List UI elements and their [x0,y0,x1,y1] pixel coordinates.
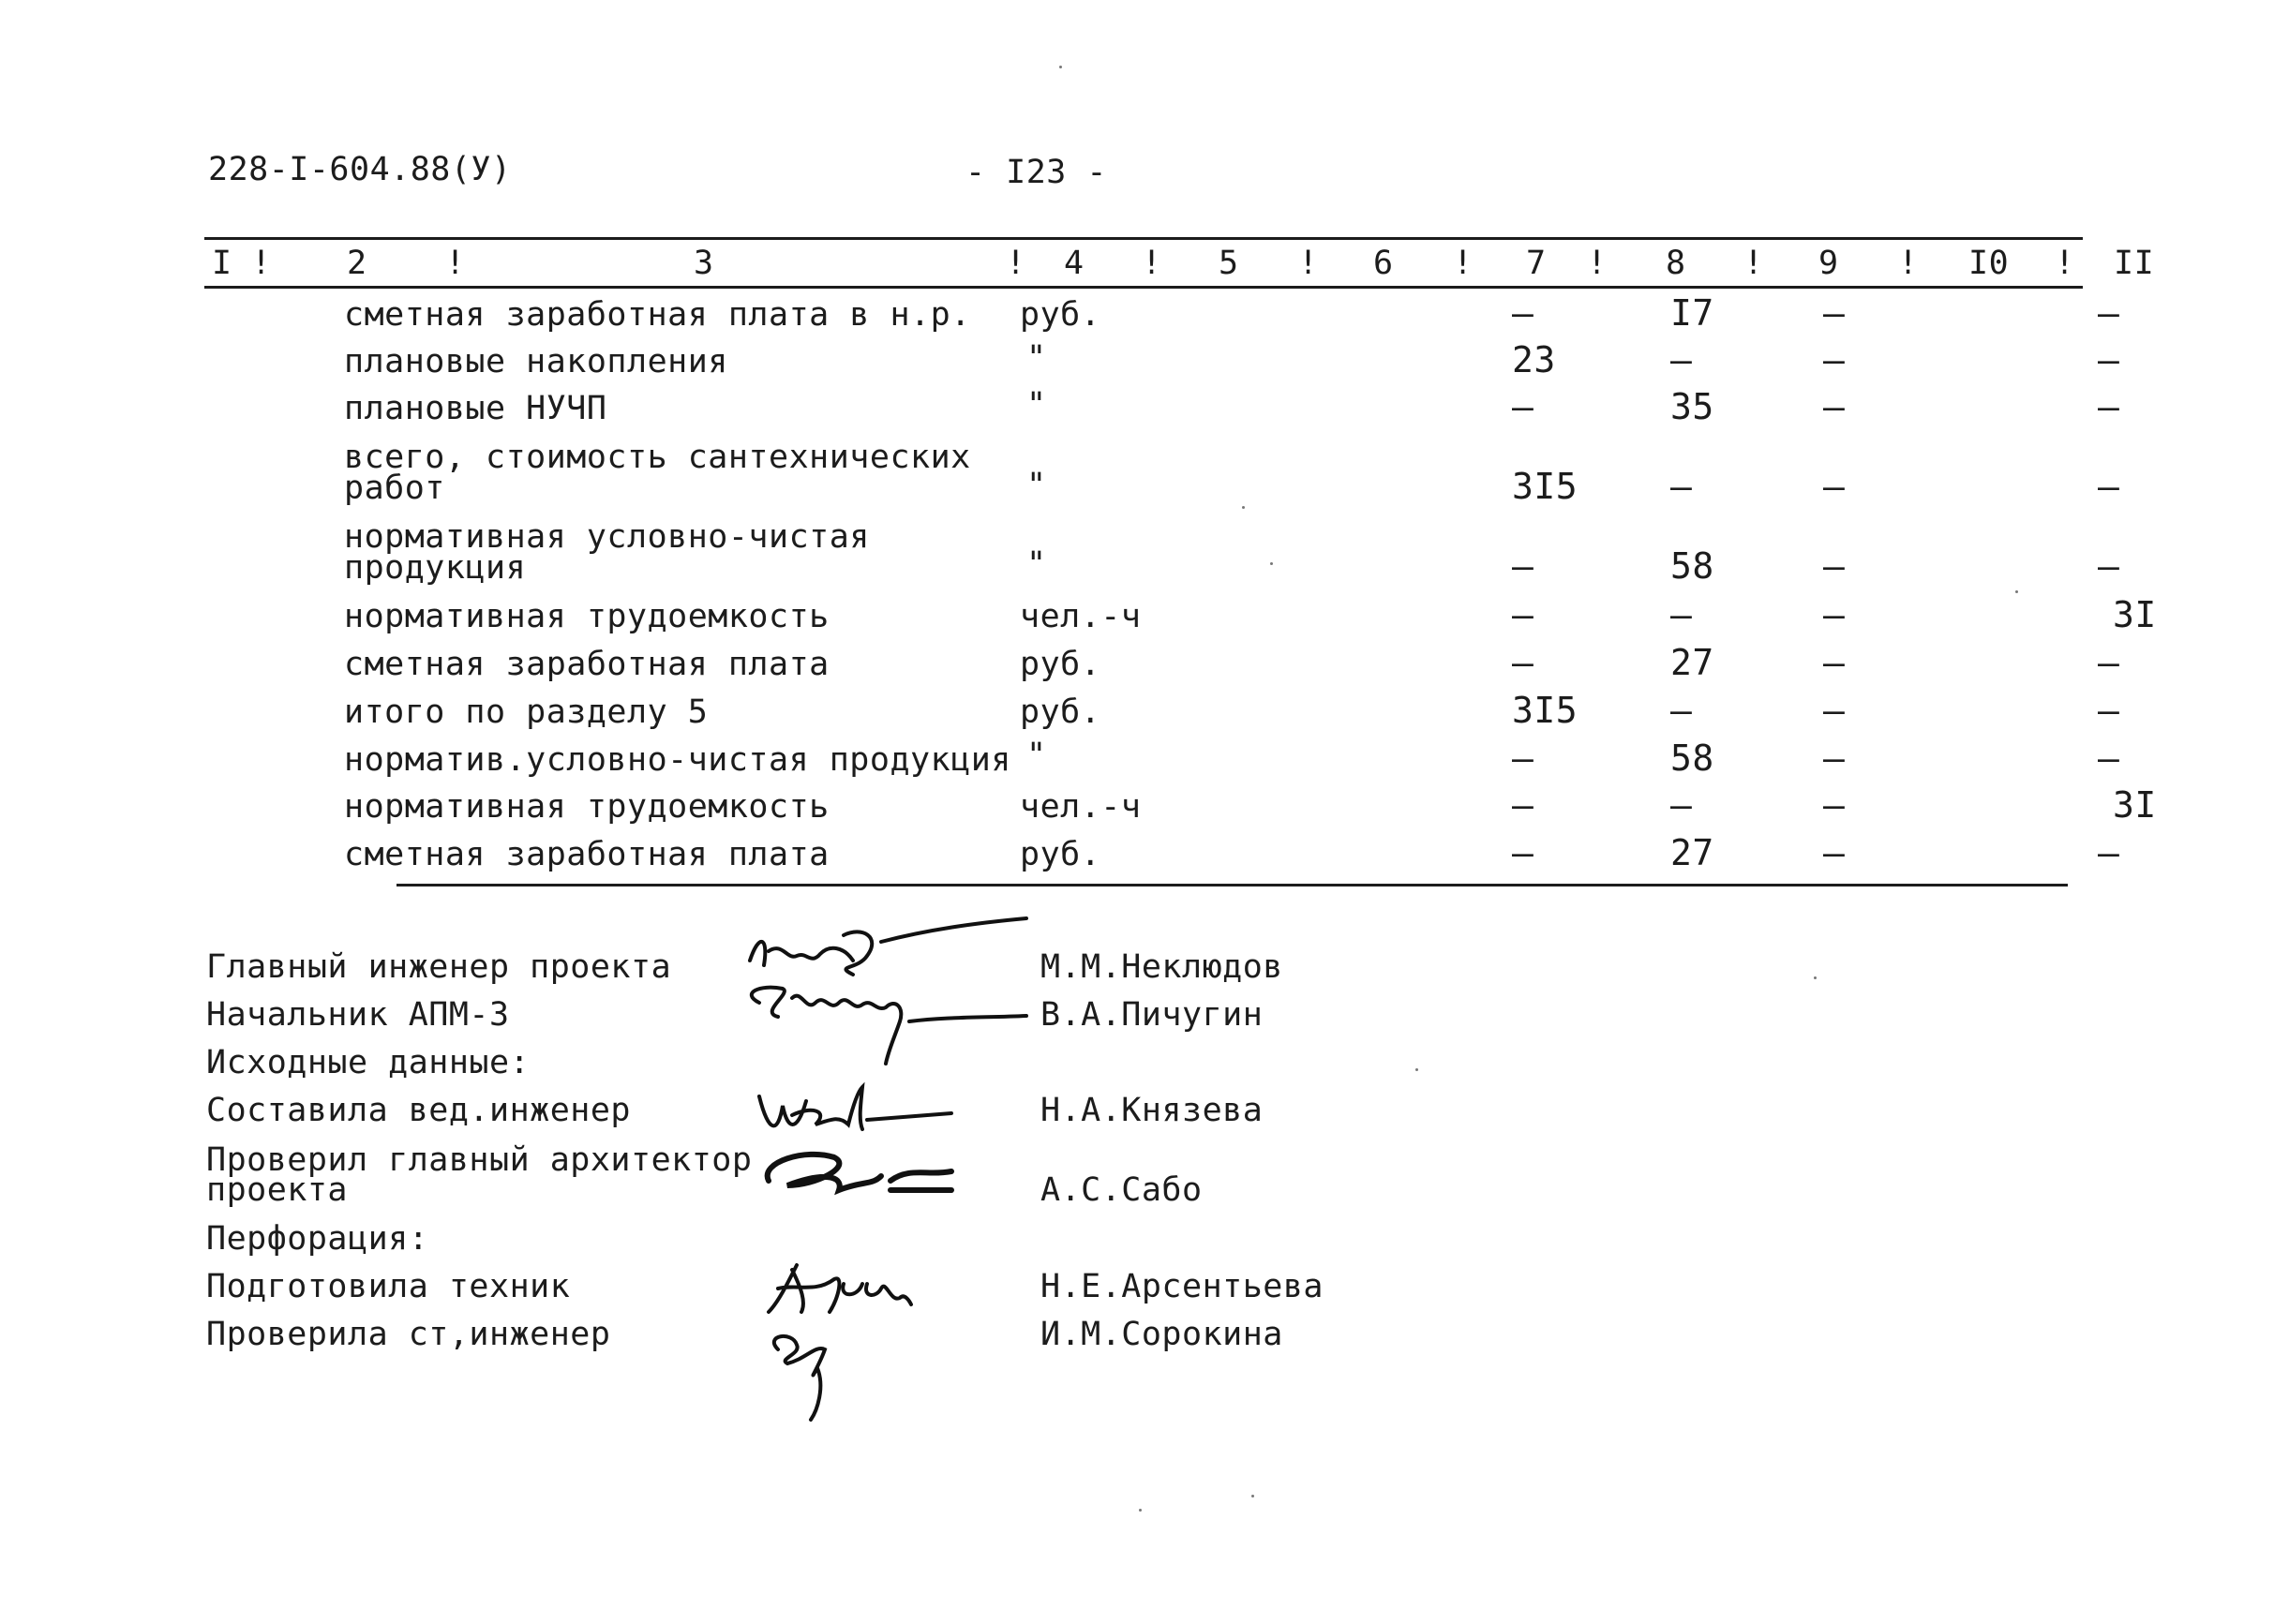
signature-chief-engineer [703,918,1040,1068]
row-col8: 27 [1670,832,1714,873]
signature-compiled [741,1078,965,1153]
row-col7: – [1512,386,1534,427]
col-separator: ! [1006,245,1026,282]
col-3-header: 3 [694,245,714,282]
row-col9: – [1823,545,1846,587]
table-header-rule [204,286,2083,289]
table-top-rule [204,237,2083,240]
row-col7: 3I5 [1512,690,1578,731]
row-col9: – [1823,466,1846,507]
col-10-header: I0 [1968,245,2010,282]
row-unit: " [1026,339,1047,377]
row-col9: – [1823,339,1846,380]
row-description: сметная заработная плата [344,646,830,683]
document-code: 228-I-604.88(У) [208,151,512,188]
role-checked-architect: Проверил главный архитектор [206,1141,753,1179]
row-unit: руб. [1020,646,1101,683]
row-description: итого по разделу 5 [344,693,709,731]
col-separator: ! [2055,245,2075,282]
row-col8: I7 [1670,292,1714,334]
col-4-header: 4 [1064,245,1085,282]
row-description: плановые НУЧП [344,390,607,427]
row-col9: – [1823,738,1846,779]
row-col8: – [1670,690,1693,731]
col-11-header: II [2114,245,2155,282]
row-col7: – [1512,545,1534,587]
row-col8: – [1670,784,1693,826]
row-col8: 58 [1670,738,1714,779]
row-col7: – [1512,738,1534,779]
row-description: нормативная трудоемкость [344,788,830,826]
row-col7: 3I5 [1512,466,1578,507]
row-unit: " [1026,737,1047,774]
row-unit: руб. [1020,296,1101,334]
scan-speck [1251,1495,1254,1497]
scan-speck [2015,590,2018,593]
role-checked-architect-cont: проекта [206,1171,349,1209]
row-col11: – [2098,292,2120,334]
role-chief-engineer: Главный инженер проекта [206,948,672,986]
col-separator: ! [1142,245,1162,282]
scan-speck [1270,562,1273,565]
scan-speck [1139,1509,1142,1512]
col-5-header: 5 [1219,245,1239,282]
row-col8: – [1670,594,1693,635]
signature-prepared [750,1246,947,1424]
scan-speck [1059,66,1062,68]
signature-checked-architect [750,1143,965,1209]
row-col11: – [2098,690,2120,731]
table-bottom-rule [396,884,2068,886]
col-6-header: 6 [1373,245,1394,282]
row-col11: – [2098,339,2120,380]
role-checked-engineer: Проверила ст,инженер [206,1316,611,1353]
row-col7: – [1512,292,1534,334]
row-description: сметная заработная плата [344,836,830,873]
name-chief-engineer: М.М.Неклюдов [1040,948,1283,986]
row-col11: – [2098,545,2120,587]
row-description-cont: продукция [344,549,527,587]
row-col11: – [2098,466,2120,507]
row-unit: чел.-ч [1020,598,1142,635]
col-8-header: 8 [1666,245,1686,282]
row-description: нормативная трудоемкость [344,598,830,635]
row-description: всего, стоимость сантехнических [344,439,971,476]
name-prepared: Н.Е.Арсентьева [1040,1268,1324,1305]
col-1-header: I [212,245,232,282]
row-col9: – [1823,784,1846,826]
row-col9: – [1823,594,1846,635]
scan-speck [1415,1068,1418,1071]
col-2-header: 2 [347,245,367,282]
role-compiled: Составила вед.инженер [206,1092,632,1129]
row-col8: – [1670,466,1693,507]
col-separator: ! [1453,245,1474,282]
perforation-label: Перфорация: [206,1220,429,1258]
row-col8: – [1670,339,1693,380]
row-description: нормативная условно-чистая [344,518,870,556]
role-head-apm: Начальник АПМ-3 [206,996,510,1034]
row-col11: 3I [2113,784,2157,826]
role-prepared: Подготовила техник [206,1268,571,1305]
name-compiled: Н.А.Князева [1040,1092,1264,1129]
col-separator: ! [1587,245,1608,282]
row-col7: – [1512,594,1534,635]
source-data-label: Исходные данные: [206,1044,531,1081]
row-col9: – [1823,642,1846,683]
col-separator: ! [251,245,272,282]
row-unit: чел.-ч [1020,788,1142,826]
row-col9: – [1823,690,1846,731]
row-description-cont: работ [344,469,445,507]
row-col7: 23 [1512,339,1556,380]
col-separator: ! [1298,245,1319,282]
row-unit: руб. [1020,836,1101,873]
row-unit: " [1026,386,1047,424]
row-unit: " [1026,545,1047,583]
col-separator: ! [445,245,466,282]
scan-speck [1242,506,1245,509]
row-description: плановые накопления [344,343,728,380]
row-col11: 3I [2113,594,2157,635]
row-col9: – [1823,832,1846,873]
row-col7: – [1512,832,1534,873]
row-description: норматив.условно-чистая продукция [344,741,1011,779]
row-col11: – [2098,642,2120,683]
row-col9: – [1823,292,1846,334]
row-col11: – [2098,386,2120,427]
row-col8: 35 [1670,386,1714,427]
row-col7: – [1512,784,1534,826]
row-col8: 58 [1670,545,1714,587]
row-description: сметная заработная плата в н.р. [344,296,971,334]
row-col9: – [1823,386,1846,427]
scan-speck [1814,976,1817,979]
row-unit: руб. [1020,693,1101,731]
row-col11: – [2098,832,2120,873]
row-col11: – [2098,738,2120,779]
row-col8: 27 [1670,642,1714,683]
name-head-apm: В.А.Пичугин [1040,996,1264,1034]
name-checked-architect: А.С.Сабо [1040,1171,1203,1209]
col-9-header: 9 [1818,245,1839,282]
col-7-header: 7 [1526,245,1547,282]
col-separator: ! [1743,245,1764,282]
page-number: - I23 - [965,154,1108,191]
row-col7: – [1512,642,1534,683]
row-unit: " [1026,467,1047,504]
col-separator: ! [1898,245,1919,282]
name-checked-engineer: И.М.Сорокина [1040,1316,1283,1353]
